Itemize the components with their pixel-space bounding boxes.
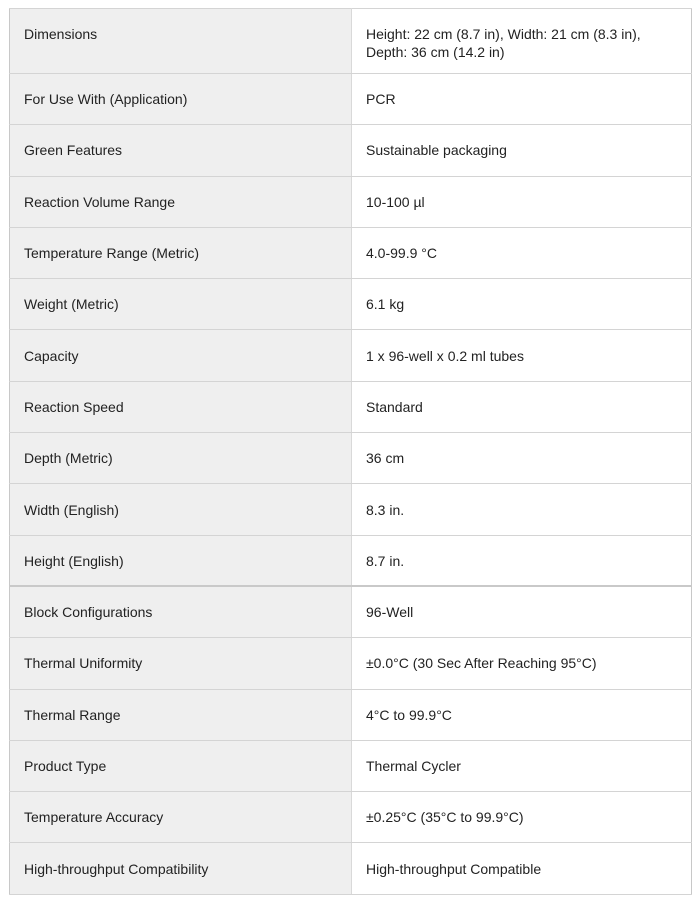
spec-label: Weight (Metric)	[10, 279, 352, 330]
spec-row-block-configurations	[10, 586, 692, 637]
spec-row-product-type	[10, 740, 692, 791]
spec-value: 36 cm	[352, 433, 692, 484]
spec-row-dimensions	[10, 9, 692, 74]
spec-value: 6.1 kg	[352, 279, 692, 330]
spec-label: Block Configurations	[10, 586, 352, 637]
spec-label: Green Features	[10, 125, 352, 176]
spec-row-height-english	[10, 535, 692, 586]
spec-value: Standard	[352, 381, 692, 432]
spec-label: Thermal Range	[10, 689, 352, 740]
spec-value: 4°C to 99.9°C	[352, 689, 692, 740]
spec-value: 96-Well	[352, 586, 692, 637]
spec-value: 10-100 µl	[352, 176, 692, 227]
spec-value: Height: 22 cm (8.7 in), Width: 21 cm (8.3 in), Depth: 36 cm (14.2 in)	[352, 9, 692, 74]
spec-value: 1 x 96-well x 0.2 ml tubes	[352, 330, 692, 381]
specifications-table	[9, 8, 692, 895]
spec-row-for-use-with	[10, 74, 692, 125]
spec-value: 4.0-99.9 °C	[352, 227, 692, 278]
spec-row-thermal-range	[10, 689, 692, 740]
spec-value: Sustainable packaging	[352, 125, 692, 176]
spec-value: 8.7 in.	[352, 535, 692, 586]
spec-row-weight-metric	[10, 279, 692, 330]
spec-row-high-throughput-compatibility	[10, 843, 692, 894]
spec-row-green-features	[10, 125, 692, 176]
spec-value: ±0.25°C (35°C to 99.9°C)	[352, 792, 692, 843]
spec-value: ±0.0°C (30 Sec After Reaching 95°C)	[352, 638, 692, 689]
spec-label: Product Type	[10, 740, 352, 791]
spec-label: Dimensions	[10, 9, 352, 74]
spec-row-reaction-volume-range	[10, 176, 692, 227]
spec-label: Height (English)	[10, 535, 352, 586]
spec-label: Reaction Speed	[10, 381, 352, 432]
spec-label: Temperature Range (Metric)	[10, 227, 352, 278]
spec-value: 8.3 in.	[352, 484, 692, 535]
spec-label: Width (English)	[10, 484, 352, 535]
spec-label: Thermal Uniformity	[10, 638, 352, 689]
spec-label: High-throughput Compatibility	[10, 843, 352, 894]
spec-row-temperature-accuracy	[10, 792, 692, 843]
spec-label: For Use With (Application)	[10, 74, 352, 125]
spec-label: Temperature Accuracy	[10, 792, 352, 843]
spec-value: High-throughput Compatible	[352, 843, 692, 894]
spec-row-temperature-range-metric	[10, 227, 692, 278]
spec-row-reaction-speed	[10, 381, 692, 432]
specifications-body	[10, 9, 692, 895]
spec-row-depth-metric	[10, 433, 692, 484]
spec-row-width-english	[10, 484, 692, 535]
spec-label: Capacity	[10, 330, 352, 381]
spec-row-capacity	[10, 330, 692, 381]
spec-value: PCR	[352, 74, 692, 125]
spec-label: Depth (Metric)	[10, 433, 352, 484]
spec-row-thermal-uniformity	[10, 638, 692, 689]
spec-label: Reaction Volume Range	[10, 176, 352, 227]
spec-value: Thermal Cycler	[352, 740, 692, 791]
